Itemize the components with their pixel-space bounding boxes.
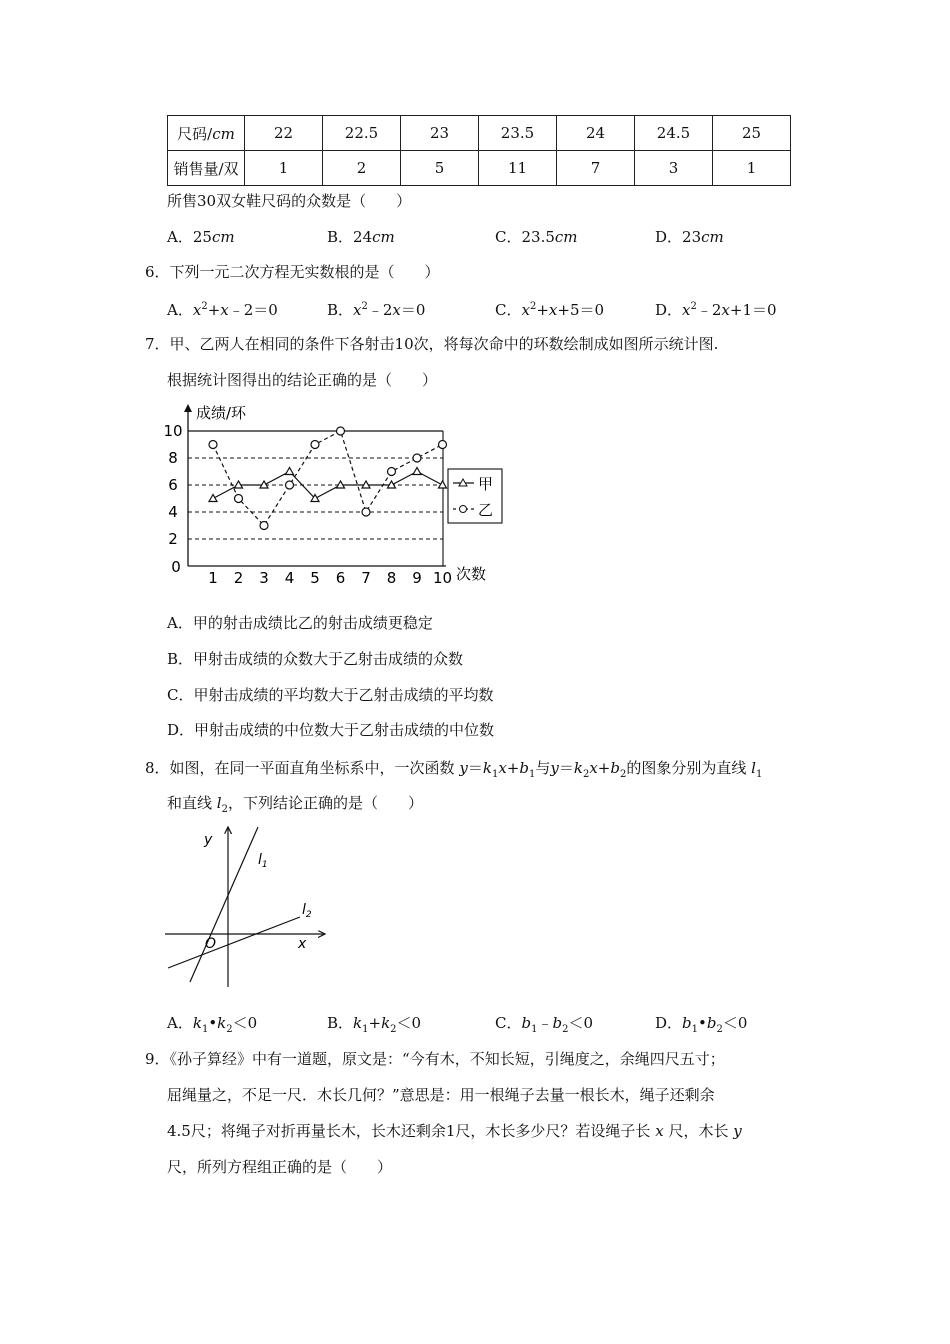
data-point-yi <box>235 495 243 503</box>
y-axis-arrow-icon <box>184 404 192 412</box>
line-l2 <box>168 917 300 968</box>
l2-label: $l_2$ <box>302 902 312 920</box>
x-tick-label: 8 <box>386 569 397 587</box>
y-tick-label: 4 <box>168 503 178 521</box>
q9-line2: 屈绳量之，不足一尺．木长几何？”意思是：用一根绳子去量一根长木，绳子还剩余 <box>167 1086 715 1104</box>
x-tick-label: 9 <box>412 569 422 587</box>
table-cell: 11 <box>479 151 557 186</box>
table-cell: 23.5 <box>479 116 557 151</box>
q5-option-a: A．25cm <box>167 228 235 246</box>
legend-label-yi: 乙 <box>478 501 494 519</box>
x-tick-label: 10 <box>432 569 453 587</box>
table-header-size: 尺码/cm <box>168 116 245 151</box>
line-graph-figure <box>160 822 335 992</box>
table-row <box>168 151 791 186</box>
q7-stem-line1: 7．甲、乙两人在相同的条件下各射击10次，将每次命中的环数绘制成如图所示统计图. <box>145 335 719 353</box>
data-point-yi <box>311 441 319 449</box>
data-point-jia <box>286 468 294 475</box>
q7-stem-line2: 根据统计图得出的结论正确的是（ ） <box>167 371 438 389</box>
table-cell: 22.5 <box>323 116 401 151</box>
q7-option-a: A．甲的射击成绩比乙的射击成绩更稳定 <box>167 614 433 632</box>
x-tick-label: 6 <box>335 569 346 587</box>
y-tick-label: 10 <box>163 422 183 440</box>
x-tick-label: 4 <box>284 569 295 587</box>
l1-label: $l_1$ <box>258 852 268 870</box>
table-header-sales: 销售量/双 <box>168 151 245 186</box>
x-axis-label: x <box>298 936 307 952</box>
table-cell: 2 <box>323 151 401 186</box>
q5-option-b: B．24cm <box>327 228 395 246</box>
y-axis-label: 成绩/环 <box>196 404 247 422</box>
x-tick-label: 5 <box>310 569 320 587</box>
table-cell: 1 <box>713 151 791 186</box>
data-point-yi <box>260 522 268 530</box>
data-point-yi <box>362 508 370 516</box>
q6-option-c: C．$x^2+x+5=0$ <box>495 301 605 319</box>
y-axis-label: y <box>204 832 213 848</box>
data-point-jia <box>439 481 447 488</box>
table-cell: 5 <box>401 151 479 186</box>
q7-option-c: C．甲射击成绩的平均数大于乙射击成绩的平均数 <box>167 686 494 704</box>
line-l1 <box>190 827 258 982</box>
q9-line3: 4.5尺；将绳子对折再量长木，长木还剩余1尺，木长多少尺？若设绳子长 x 尺，木长 y <box>167 1122 742 1140</box>
q8-option-d: D．$b_1•b_2<0$ <box>655 1014 748 1035</box>
table-cell: 7 <box>557 151 635 186</box>
q6-option-d: D．$x^2﹣2x+1=0$ <box>655 301 777 319</box>
x-tick-label: 7 <box>361 569 371 587</box>
origin-label: O <box>205 936 217 952</box>
data-point-yi <box>286 481 294 489</box>
data-point-yi <box>337 427 345 435</box>
legend-marker-yi <box>460 506 467 513</box>
data-point-yi <box>388 468 396 476</box>
shooting-score-chart <box>160 398 510 590</box>
q6-stem: 6．下列一元二次方程无实数根的是（ ） <box>145 263 440 281</box>
q8-option-a: A．$k_1•k_2<0$ <box>167 1014 258 1035</box>
x-tick-label: 1 <box>208 569 218 587</box>
q9-line4: 尺，所列方程组正确的是（ ） <box>167 1158 393 1176</box>
data-point-jia <box>413 468 421 475</box>
data-point-yi <box>209 441 217 449</box>
series-line-2 <box>213 431 443 526</box>
x-tick-label: 2 <box>233 569 244 587</box>
q5-option-c: C．23.5cm <box>495 228 578 246</box>
y-tick-label: 2 <box>168 530 178 548</box>
table-cell: 23 <box>401 116 479 151</box>
table-cell: 25 <box>713 116 791 151</box>
q8-option-b: B．$k_1+k_2<0$ <box>327 1014 422 1035</box>
table-cell: 24 <box>557 116 635 151</box>
data-point-yi <box>439 441 447 449</box>
q5-stem: 所售30双女鞋尺码的众数是（ ） <box>167 192 412 210</box>
q6-option-a: A．$x^2+x﹣2=0$ <box>167 301 278 319</box>
legend-label-jia: 甲 <box>478 475 494 493</box>
table-cell: 24.5 <box>635 116 713 151</box>
q9-line1: 9．《孙子算经》中有一道题，原文是：“今有木，不知长短，引绳度之，余绳四尺五寸； <box>145 1050 725 1068</box>
data-point-jia <box>209 495 217 502</box>
q8-stem-line1: 8．如图，在同一平面直角坐标系中，一次函数 $y=k_1x+b_1$与$y=k_2x+b_2$的图象分别为直线 $l_1$ <box>145 759 763 780</box>
shoe-size-table <box>167 115 791 186</box>
y-tick-label: 6 <box>168 476 178 494</box>
table-cell: 3 <box>635 151 713 186</box>
y-tick-label: 0 <box>171 558 181 576</box>
y-tick-label: 8 <box>168 449 178 467</box>
q8-stem-line2: 和直线 $l_2$，下列结论正确的是（ ） <box>167 794 423 815</box>
q7-option-b: B．甲射击成绩的众数大于乙射击成绩的众数 <box>167 650 464 668</box>
q7-option-d: D．甲射击成绩的中位数大于乙射击成绩的中位数 <box>167 721 495 739</box>
legend-box <box>448 469 502 523</box>
data-point-yi <box>413 454 421 462</box>
x-tick-label: 3 <box>259 569 269 587</box>
q6-option-b: B．$x^2﹣2x=0$ <box>327 301 426 319</box>
x-axis-label: 次数 <box>456 565 487 583</box>
q5-option-d: D．23cm <box>655 228 724 246</box>
table-row <box>168 116 791 151</box>
table-cell: 22 <box>245 116 323 151</box>
table-cell: 1 <box>245 151 323 186</box>
q8-option-c: C．$b_1﹣b_2<0$ <box>495 1014 594 1035</box>
